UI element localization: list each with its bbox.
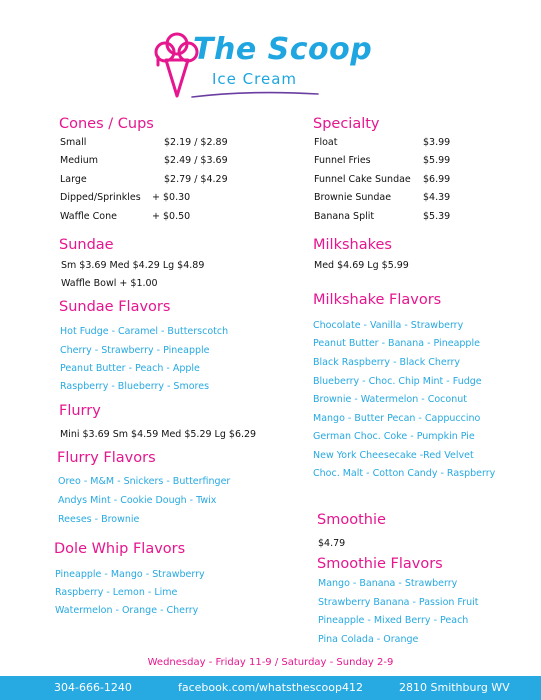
menu-item-price: + $0.30 bbox=[152, 192, 191, 203]
flavor-line: Hot Fudge - Caramel - Butterscotch bbox=[60, 326, 229, 337]
flavor-line: Peanut Butter - Banana - Pineapple bbox=[313, 338, 480, 349]
menu-item-price: $6.99 bbox=[423, 174, 451, 185]
menu-item-name: Small bbox=[60, 137, 87, 148]
flavor-line: Brownie - Watermelon - Coconut bbox=[313, 394, 467, 405]
brand-subtitle: Ice Cream bbox=[212, 70, 298, 88]
flavor-line: Chocolate - Vanilla - Strawberry bbox=[313, 320, 464, 331]
menu-item-name: Banana Split bbox=[314, 211, 375, 222]
milkshake-flavors-heading: Milkshake Flavors bbox=[313, 292, 442, 308]
flavor-line: Reeses - Brownie bbox=[58, 514, 140, 525]
flavor-line: German Choc. Coke - Pumpkin Pie bbox=[313, 431, 475, 442]
menu-item-name: Waffle Cone bbox=[60, 211, 117, 222]
opening-hours: Wednesday - Friday 11-9 / Saturday - Sunday 2-9 bbox=[147, 657, 394, 668]
flurry-prices: Mini $3.69 Sm $4.59 Med $5.29 Lg $6.29 bbox=[60, 429, 257, 440]
menu-item-name: Float bbox=[314, 137, 338, 148]
flavor-line: New York Cheesecake -Red Velvet bbox=[313, 450, 474, 461]
brand-title: The Scoop bbox=[193, 32, 373, 67]
menu-item-name: Brownie Sundae bbox=[314, 192, 392, 203]
menu-item-name: Dipped/Sprinkles bbox=[60, 192, 141, 203]
cones-heading: Cones / Cups bbox=[59, 116, 154, 132]
footer-phone[interactable]: 304-666-1240 bbox=[54, 681, 132, 694]
smoothie-flavors-heading: Smoothie Flavors bbox=[317, 556, 443, 572]
menu-item-name: Funnel Fries bbox=[314, 155, 371, 166]
logo-swoosh bbox=[190, 88, 320, 100]
flavor-line: Raspberry - Lemon - Lime bbox=[55, 587, 178, 598]
sundae-heading: Sundae bbox=[59, 237, 114, 253]
flavor-line: Strawberry Banana - Passion Fruit bbox=[318, 597, 479, 608]
footer-address: 2810 Smithburg WV bbox=[399, 681, 510, 694]
menu-item-price: $3.99 bbox=[423, 137, 451, 148]
menu-item-name: Large bbox=[60, 174, 87, 185]
smoothie-price: $4.79 bbox=[318, 538, 346, 549]
flavor-line: Raspberry - Blueberry - Smores bbox=[60, 381, 210, 392]
menu-item-price: $5.99 bbox=[423, 155, 451, 166]
flurry-flavors-heading: Flurry Flavors bbox=[57, 450, 156, 466]
menu-item-price: $4.39 bbox=[423, 192, 451, 203]
menu-item-price: $2.19 / $2.89 bbox=[164, 137, 228, 148]
sundae-prices: Sm $3.69 Med $4.29 Lg $4.89 bbox=[61, 260, 205, 271]
flavor-line: Oreo - M&M - Snickers - Butterfinger bbox=[58, 476, 231, 487]
flavor-line: Cherry - Strawberry - Pineapple bbox=[60, 345, 210, 356]
sundae-waffle-bowl: Waffle Bowl + $1.00 bbox=[61, 278, 158, 289]
menu-item-name: Medium bbox=[60, 155, 98, 166]
menu-item-price: $2.49 / $3.69 bbox=[164, 155, 228, 166]
flavor-line: Pineapple - Mixed Berry - Peach bbox=[318, 615, 469, 626]
footer-facebook-link[interactable]: facebook.com/whatsthescoop412 bbox=[178, 681, 363, 694]
flavor-line: Watermelon - Orange - Cherry bbox=[55, 605, 199, 616]
flavor-line: Black Raspberry - Black Cherry bbox=[313, 357, 461, 368]
flavor-line: Pina Colada - Orange bbox=[318, 634, 419, 645]
flavor-line: Choc. Malt - Cotton Candy - Raspberry bbox=[313, 468, 496, 479]
smoothie-heading: Smoothie bbox=[317, 512, 386, 528]
milkshakes-heading: Milkshakes bbox=[313, 237, 392, 253]
menu-item-price: $5.39 bbox=[423, 211, 451, 222]
flavor-line: Blueberry - Choc. Chip Mint - Fudge bbox=[313, 376, 482, 387]
menu-item-price: + $0.50 bbox=[152, 211, 191, 222]
footer-bar bbox=[0, 676, 541, 700]
flurry-heading: Flurry bbox=[59, 403, 101, 419]
menu-item-name: Funnel Cake Sundae bbox=[314, 174, 411, 185]
sundae-flavors-heading: Sundae Flavors bbox=[59, 299, 171, 315]
flavor-line: Peanut Butter - Peach - Apple bbox=[60, 363, 200, 374]
dole-whip-heading: Dole Whip Flavors bbox=[54, 541, 186, 557]
menu-item-price: $2.79 / $4.29 bbox=[164, 174, 228, 185]
milkshake-prices: Med $4.69 Lg $5.99 bbox=[314, 260, 409, 271]
flavor-line: Pineapple - Mango - Strawberry bbox=[55, 569, 205, 580]
flavor-line: Mango - Banana - Strawberry bbox=[318, 578, 458, 589]
flavor-line: Mango - Butter Pecan - Cappuccino bbox=[313, 413, 481, 424]
flavor-line: Andys Mint - Cookie Dough - Twix bbox=[58, 495, 217, 506]
specialty-heading: Specialty bbox=[313, 116, 380, 132]
